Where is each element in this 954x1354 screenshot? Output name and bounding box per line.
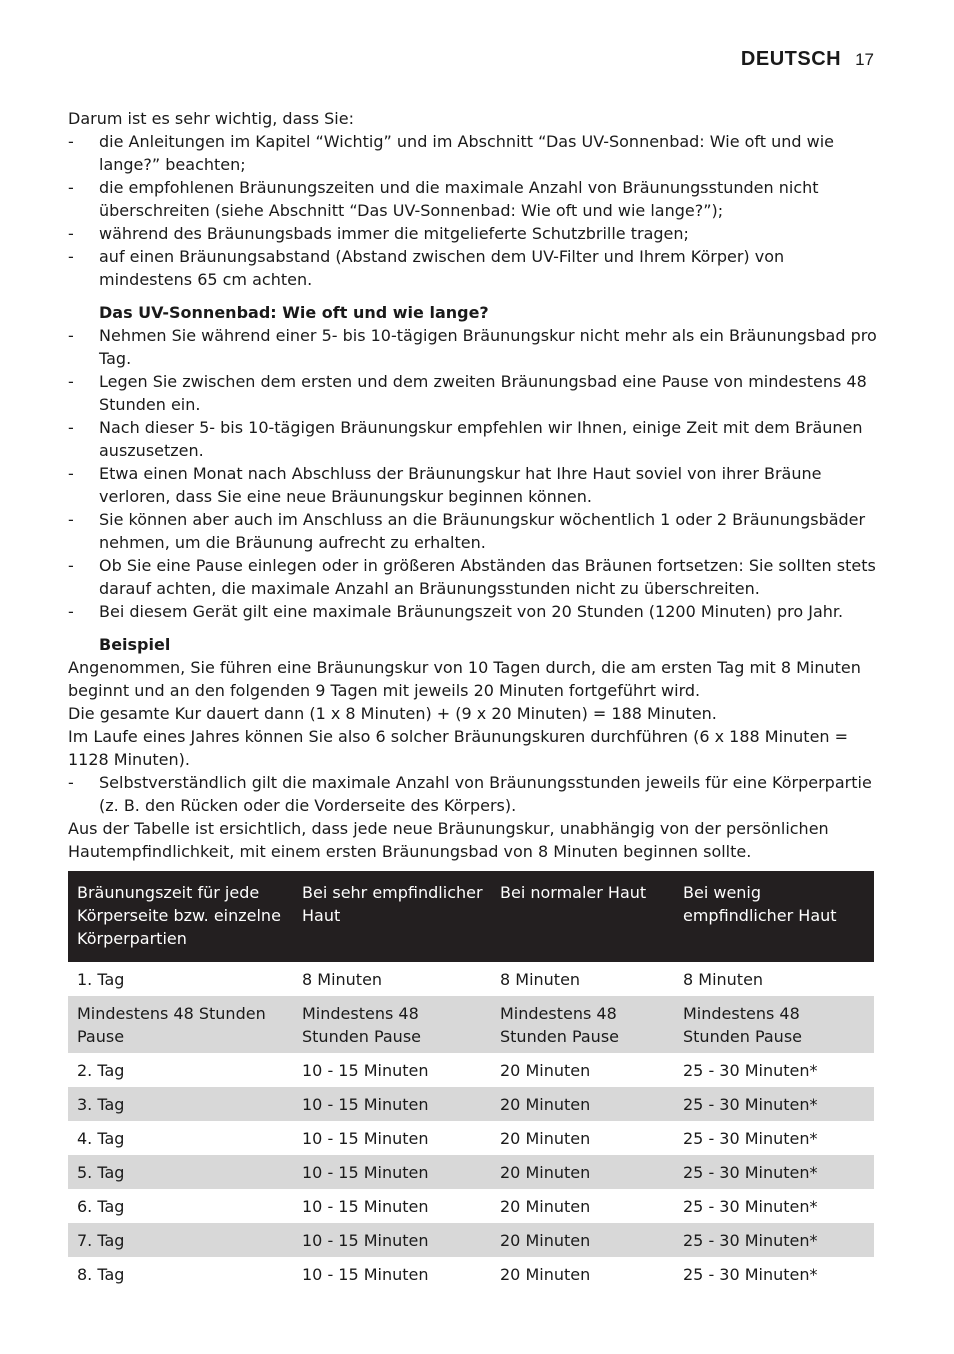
table-cell: 25 - 30 Minuten* bbox=[683, 1265, 818, 1284]
table-cell: 20 Minuten bbox=[500, 1265, 591, 1284]
table-cell: 10 - 15 Minuten bbox=[302, 1061, 429, 1080]
example-paragraph: Im Laufe eines Jahres können Sie also 6 solcher Bräunungskuren durchführen (6 x 188 Minuten = 1128 Minuten). bbox=[68, 727, 849, 769]
list-item: - Ob Sie eine Pause einlegen oder in größeren Abständen das Bräunen fortsetzen: Sie sollten stets darauf achten, die maximale Anzahl an Bräunungsstunden nicht zu überschreiten. bbox=[68, 556, 876, 598]
table-cell: 20 Minuten bbox=[500, 1061, 591, 1080]
table-cell: Mindestens 48 Stunden Pause bbox=[683, 1004, 802, 1046]
table-cell: 20 Minuten bbox=[500, 1129, 591, 1148]
table-header-cell: Bräunungszeit für jede Körperseite bzw. einzelne Körperpartien bbox=[77, 883, 281, 948]
table-cell: 8 Minuten bbox=[500, 970, 581, 989]
table-cell: 25 - 30 Minuten* bbox=[683, 1231, 818, 1250]
table-cell: 10 - 15 Minuten bbox=[302, 1163, 429, 1182]
list-item: - Sie können aber auch im Anschluss an die Bräunungskur wöchentlich 1 oder 2 Bräunungsbäder nehmen, um die Bräunung aufrecht zu erhalten. bbox=[68, 510, 866, 552]
table-cell: 8 Minuten bbox=[683, 970, 764, 989]
table-cell: 25 - 30 Minuten* bbox=[683, 1129, 818, 1148]
table-cell: 7. Tag bbox=[77, 1231, 125, 1250]
list-item: - auf einen Bräunungsabstand (Abstand zwischen dem UV-Filter und Ihrem Körper) von mindestens 65 cm achten. bbox=[68, 247, 785, 289]
table-cell: 20 Minuten bbox=[500, 1231, 591, 1250]
section-language-title: DEUTSCH bbox=[740, 48, 842, 70]
list-item: - Selbstverständlich gilt die maximale Anzahl von Bräunungsstunden jeweils für eine Körperpartie (z. B. den Rücken oder die Vorderseite des Körpers). bbox=[68, 773, 872, 815]
table-cell: 10 - 15 Minuten bbox=[302, 1197, 429, 1216]
table-cell: 10 - 15 Minuten bbox=[302, 1265, 429, 1284]
list-item: - Legen Sie zwischen dem ersten und dem zweiten Bräunungsbad eine Pause von mindestens 48 Stunden ein. bbox=[68, 372, 867, 414]
table-row bbox=[68, 1087, 874, 1121]
example-paragraph: Aus der Tabelle ist ersichtlich, dass jede neue Bräunungskur, unabhängig von der persönlichen Hautempfindlichkeit, mit einem ersten Bräunungsbad von 8 Minuten beginnen sollte. bbox=[68, 819, 829, 861]
table-cell: 25 - 30 Minuten* bbox=[683, 1197, 818, 1216]
table-row bbox=[68, 1121, 874, 1155]
section-heading-example: Beispiel bbox=[99, 635, 171, 654]
table-cell: Mindestens 48 Stunden Pause bbox=[77, 1004, 266, 1046]
intro-list bbox=[68, 130, 878, 291]
page-number: 17 bbox=[855, 50, 874, 69]
table-row bbox=[68, 1189, 874, 1223]
table-row bbox=[68, 1155, 874, 1189]
table-cell: 20 Minuten bbox=[500, 1095, 591, 1114]
table-cell: Mindestens 48 Stunden Pause bbox=[500, 1004, 619, 1046]
page-content bbox=[68, 107, 878, 1291]
list-item: - die Anleitungen im Kapitel “Wichtig” und im Abschnitt “Das UV-Sonnenbad: Wie oft und wie lange?” beachten; bbox=[68, 132, 835, 174]
table-cell: 25 - 30 Minuten* bbox=[683, 1163, 818, 1182]
intro-text: Darum ist es sehr wichtig, dass Sie: bbox=[68, 109, 354, 128]
list-item: - Etwa einen Monat nach Abschluss der Bräunungskur hat Ihre Haut soviel von ihrer Bräune verloren, dass Sie eine neue Bräunungskur beginnen können. bbox=[68, 464, 822, 506]
table-cell: 3. Tag bbox=[77, 1095, 125, 1114]
table-row bbox=[68, 1223, 874, 1257]
table-cell: 6. Tag bbox=[77, 1197, 125, 1216]
list-item: - Bei diesem Gerät gilt eine maximale Bräunungszeit von 20 Stunden (1200 Minuten) pro Jahr. bbox=[68, 602, 844, 621]
table-row bbox=[68, 996, 874, 1053]
table-cell: 10 - 15 Minuten bbox=[302, 1095, 429, 1114]
table-cell: 20 Minuten bbox=[500, 1197, 591, 1216]
list-item: - während des Bräunungsbads immer die mitgelieferte Schutzbrille tragen; bbox=[68, 224, 689, 243]
tanning-schedule-table bbox=[68, 871, 874, 1291]
table-header-cell: Bei sehr empfindlicher Haut bbox=[302, 883, 483, 925]
example-paragraph: Die gesamte Kur dauert dann (1 x 8 Minuten) + (9 x 20 Minuten) = 188 Minuten. bbox=[68, 704, 717, 723]
table-cell: 25 - 30 Minuten* bbox=[683, 1095, 818, 1114]
list-item: - Nach dieser 5- bis 10-tägigen Bräunungskur empfehlen wir Ihnen, einige Zeit mit dem Bräunen auszusetzen. bbox=[68, 418, 863, 460]
table-cell: 25 - 30 Minuten* bbox=[683, 1061, 818, 1080]
table-row bbox=[68, 1053, 874, 1087]
table-cell: 10 - 15 Minuten bbox=[302, 1231, 429, 1250]
example-paragraph: Angenommen, Sie führen eine Bräunungskur von 10 Tagen durch, die am ersten Tag mit 8 Minuten beginnt und an den folgenden 9 Tagen mit jeweils 20 Minuten fortgeführt wird. bbox=[68, 658, 861, 700]
table-cell: 5. Tag bbox=[77, 1163, 125, 1182]
table-cell: 10 - 15 Minuten bbox=[302, 1129, 429, 1148]
table-cell: 1. Tag bbox=[77, 970, 125, 989]
list-item: - Nehmen Sie während einer 5- bis 10-tägigen Bräunungskur nicht mehr als ein Bräunungsbad pro Tag. bbox=[68, 326, 877, 368]
table-row bbox=[68, 1257, 874, 1291]
frequency-list bbox=[68, 324, 878, 623]
table-cell: 20 Minuten bbox=[500, 1163, 591, 1182]
table-cell: Mindestens 48 Stunden Pause bbox=[302, 1004, 421, 1046]
table-cell: 8 Minuten bbox=[302, 970, 383, 989]
table-cell: 4. Tag bbox=[77, 1129, 125, 1148]
section-heading-frequency: Das UV-Sonnenbad: Wie oft und wie lange? bbox=[99, 303, 489, 322]
table-row bbox=[68, 962, 874, 996]
list-item: - die empfohlenen Bräunungszeiten und die maximale Anzahl von Bräunungsstunden nicht überschreiten (siehe Abschnitt “Das UV-Sonnenbad: Wie oft und wie lange?”); bbox=[68, 178, 819, 220]
table-header-row bbox=[68, 871, 874, 962]
table-header-cell: Bei wenig empfindlicher Haut bbox=[683, 883, 837, 925]
table-cell: 2. Tag bbox=[77, 1061, 125, 1080]
table-header-cell: Bei normaler Haut bbox=[500, 883, 647, 902]
table-cell: 8. Tag bbox=[77, 1265, 125, 1284]
page-header bbox=[741, 48, 874, 71]
